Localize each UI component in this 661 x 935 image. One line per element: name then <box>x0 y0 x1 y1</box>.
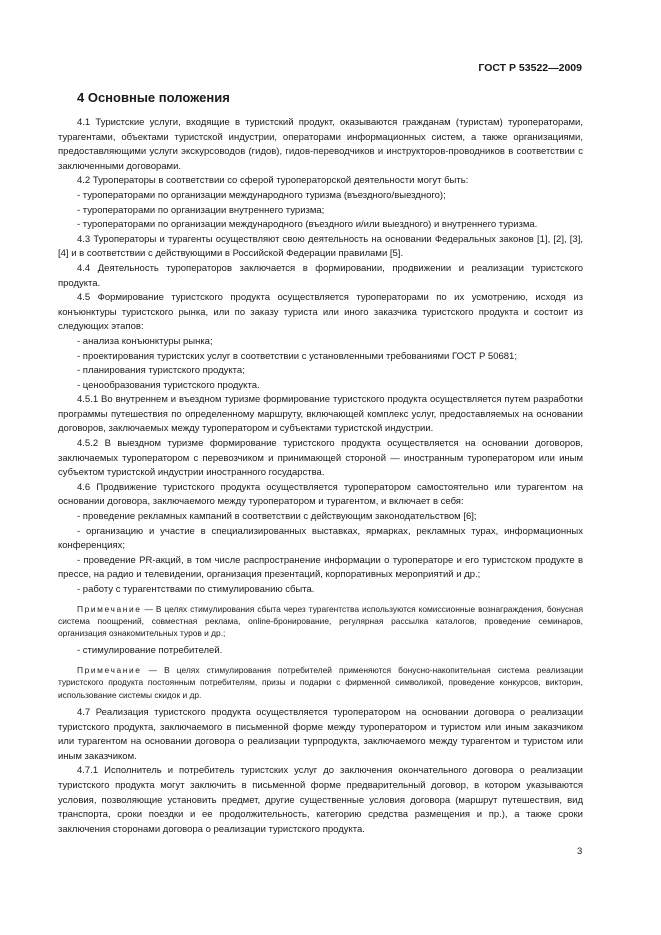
note-text: — В целях стимулирования потребителей применяются бонусно-накопительная система реализации туристского продукта постоянным потребителям, призы и подарки с фирменной символикой, проведение конкурсов, викторин, использование системы скидок и др. <box>58 665 583 700</box>
paragraph-4-1: 4.1 Туристские услуги, входящие в туристский продукт, оказываются гражданам (туристам) туроператорами, турагентами, объектами туристской индустрии, операторами информационных систем, а также организациями, предоставляющими услуги экскурсоводов (гидов), гидов-переводчиков и инструкторов-проводников в соответствии с заключенными договорами. <box>58 117 583 172</box>
note-label: Примечание <box>77 603 142 614</box>
paragraph-4-2: 4.2 Туроператоры в соответствии со сферой туроператорской деятельности могут быть: <box>77 175 469 187</box>
note-consumer-stimulation <box>58 664 583 701</box>
page-body <box>58 90 583 837</box>
list-item: - проведение рекламных кампаний в соответствии с действующим законодательством [6]; <box>77 511 477 523</box>
paragraph-4-7-1: 4.7.1 Исполнитель и потребитель туристских услуг до заключения окончательного договора о реализации туристского продукта могут заключить в письменной форме предварительный договор, в котором указываются условия, позволяющие установить предмет, другие существенные условия договора (маршрут путешествия, вид транспорта, сроки поездки и ее продолжительность, категорию средства размещения и пр.), а также сроки заключения сторонами договора о реализации туристского продукта. <box>58 765 583 835</box>
document-header-standard: ГОСТ Р 53522—2009 <box>478 62 582 74</box>
body-text <box>58 116 583 598</box>
list-item: - туроператорами по организации международного (въездного и/или выездного) и внутреннего туризма. <box>77 219 538 231</box>
list-item: - работу с турагентствами по стимулированию сбыта. <box>77 584 315 595</box>
list-item: - организацию и участие в специализированных выставках, ярмарках, рекламных турах, информационных конференциях; <box>58 525 583 552</box>
paragraph-4-4: 4.4 Деятельность туроператоров заключается в формировании, продвижении и реализации туристского продукта. <box>58 262 583 289</box>
paragraph-4-5-1: 4.5.1 Во внутреннем и въездном туризме формирование туристского продукта осуществляется путем разработки программы путешествия по определенному маршруту, включающей комплекс услуг, предоставляемых на основании договоров, заключаемых между туроператором и субъектами туристской индустрии. <box>58 394 583 435</box>
paragraph-4-6: 4.6 Продвижение туристского продукта осуществляется туроператором самостоятельно или турагентом на основании договора, заключаемого между туроператором и турагентом, и включает в себя: <box>58 481 583 508</box>
page-number: 3 <box>577 846 583 857</box>
list-item: - планирования туристского продукта; <box>77 365 245 377</box>
note-text: — В целях стимулирования сбыта через турагентства используются комиссионные вознаграждения, бонусная система поощрений, совместная реклама, online-бронирование, регулярная рассылка каталогов, проведение семинаров, организация ознакомительных туров и др.; <box>58 603 584 639</box>
list-item: - анализа конъюнктуры рынка; <box>77 335 213 347</box>
section-title: 4 Основные положения <box>77 90 230 105</box>
note-label: Примечание <box>77 665 142 676</box>
paragraph-4-7: 4.7 Реализация туристского продукта осуществляется туроператором на основании договора о реализации туристского продукта, заключаемого в письменной форме между туроператором и туристом или иным заказчиком или турагентом на основании договора о реализации турпродукта, заключаемого между турагентом и туристом или иным заказчиком. <box>58 706 583 762</box>
paragraph-4-5: 4.5 Формирование туристского продукта осуществляется туроператорами по их усмотрению, исходя из конъюнктуры туристского рынка, или по заказу туриста или иного заказчика туристского продукта и состоит из следующих этапов: <box>58 292 583 333</box>
body-text-end <box>58 706 583 837</box>
list-item: - стимулирование потребителей. <box>77 645 223 657</box>
list-item: - туроператорами по организации внутреннего туризма; <box>77 204 325 216</box>
body-text-consumers <box>58 644 583 659</box>
list-item: - ценообразования туристского продукта. <box>77 379 260 391</box>
paragraph-4-5-2: 4.5.2 В выездном туризме формирование туристского продукта осуществляется на основании договоров, заключаемых туроператором с перевозчиком и принимающей стороной — иностранным туроператором или иным субъектом туристской индустрии иностранного государства. <box>58 438 583 479</box>
list-item: - проведение PR-акций, в том числе распространение информации о туроператоре и его туристском продукте в прессе, на радио и телевидении, организация презентаций, корпоративных мероприятий и др.; <box>58 554 583 581</box>
paragraph-4-3: 4.3 Туроператоры и турагенты осуществляют свою деятельность на основании Федеральных законов [1], [2], [3], [4] и в соответствии с действующими в Российской Федерации правилами [5]. <box>58 233 583 260</box>
list-item: - туроператорами по организации международного туризма (въездного/выездного); <box>77 189 446 201</box>
list-item: - проектирования туристских услуг в соответствии с установленными требованиями ГОСТ Р 50681; <box>77 350 517 362</box>
note-sales-stimulation <box>58 603 583 640</box>
